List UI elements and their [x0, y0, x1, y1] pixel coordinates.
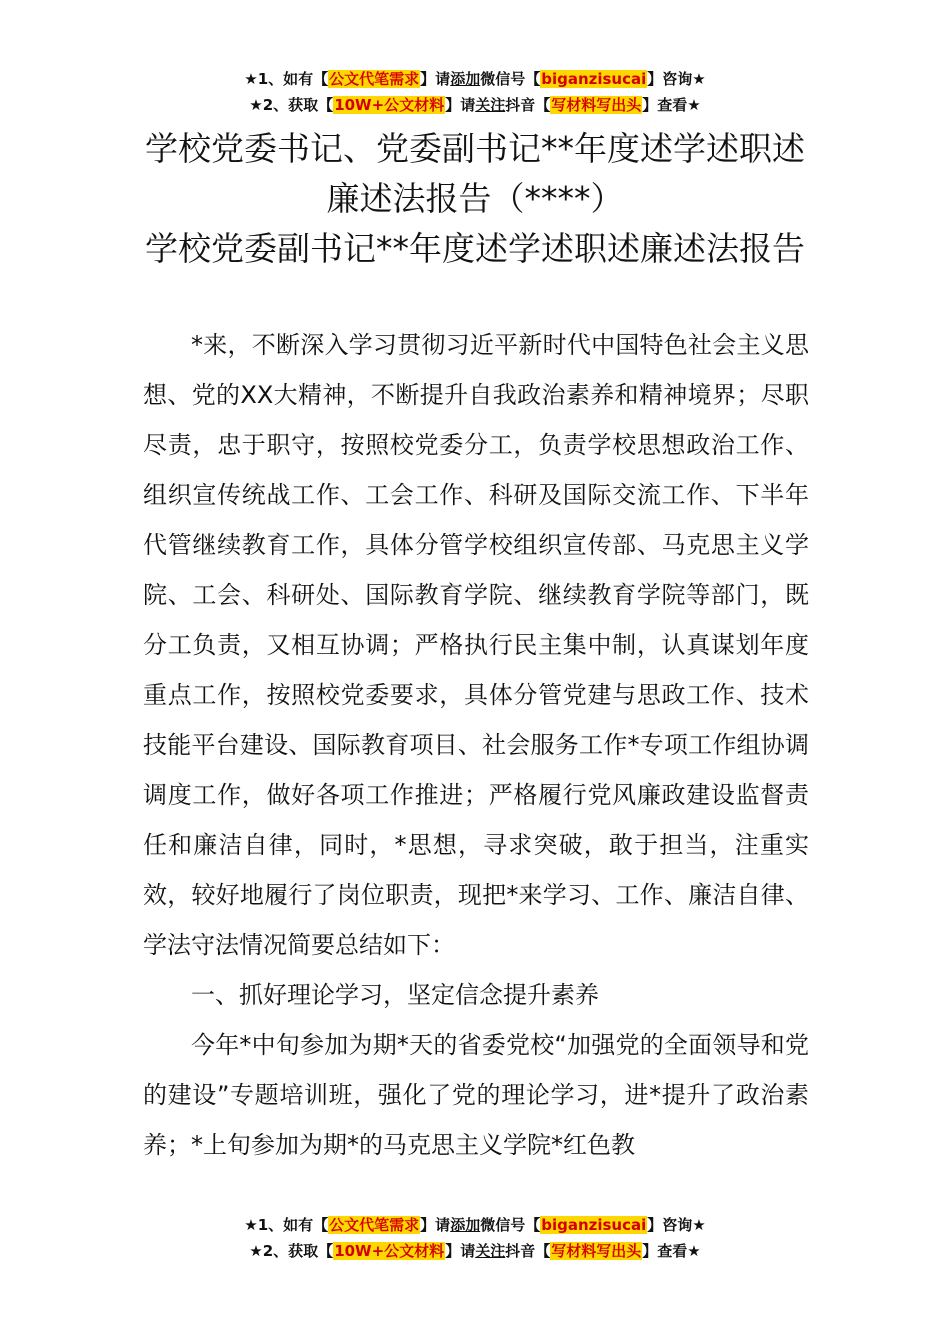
- banner-line-1: ★1、如有【公文代笔需求】请添加微信号【biganzisucai】咨询★: [244, 70, 706, 88]
- banner-line-1-bottom: ★1、如有【公文代笔需求】请添加微信号【biganzisucai】咨询★: [244, 1216, 706, 1234]
- highlight-service: 公文代笔需求: [329, 70, 420, 88]
- highlight-douyin: 写材料写出头: [551, 1242, 642, 1260]
- bottom-banner: [0, 1212, 950, 1264]
- document-title: 学校党委书记、党委副书记**年度述学述职述廉述法报告（****）: [145, 129, 805, 218]
- highlight-service: 公文代笔需求: [329, 1216, 420, 1234]
- highlight-materials: 10W+公文材料: [334, 1242, 445, 1260]
- document-body: [143, 320, 809, 1170]
- paragraph-section-1: 今年*中旬参加为期*天的省委党校“加强党的全面领导和党的建设”专题培训班，强化了党的理论学习，进*提升了政治素养；*上旬参加为期*的马克思主义学院*红色教: [143, 1031, 809, 1159]
- highlight-wechat-id: biganzisucai: [541, 70, 647, 88]
- paragraph-intro: *来，不断深入学习贯彻习近平新时代中国特色社会主义思想、党的XX大精神，不断提升自我政治素养和精神境界；尽职尽责，忠于职守，按照校党委分工，负责学校思想政治工作、组织宣传统战工作、工会工作、科研及国际交流工作、下半年代管继续教育工作，具体分管学校组织宣传部、马克思主义学院、工会、科研处、国际教育学院、继续教育学院等部门，既分工负责，又相互协调；严格执行民主集中制，认真谋划年度重点工作，按照校党委要求，具体分管党建与思政工作、技术技能平台建设、国际教育项目、社会服务工作*专项工作组协调调度工作，做好各项工作推进；严格履行党风廉政建设监督责任和廉洁自律，同时，*思想，寻求突破，敢于担当，注重实效，较好地履行了岗位职责，现把*来学习、工作、廉洁自律、学法守法情况简要总结如下：: [143, 331, 809, 959]
- highlight-materials: 10W+公文材料: [334, 96, 445, 114]
- banner-line-2: ★2、获取【10W+公文材料】请关注抖音【写材料写出头】查看★: [249, 96, 701, 114]
- top-banner: [0, 66, 950, 118]
- highlight-douyin: 写材料写出头: [551, 96, 642, 114]
- highlight-wechat-id: biganzisucai: [541, 1216, 647, 1234]
- document-subtitle: 学校党委副书记**年度述学述职述廉述法报告: [145, 229, 805, 268]
- section-heading-1: 一、抓好理论学习，坚定信念提升素养: [191, 981, 599, 1009]
- banner-line-2-bottom: ★2、获取【10W+公文材料】请关注抖音【写材料写出头】查看★: [249, 1242, 701, 1260]
